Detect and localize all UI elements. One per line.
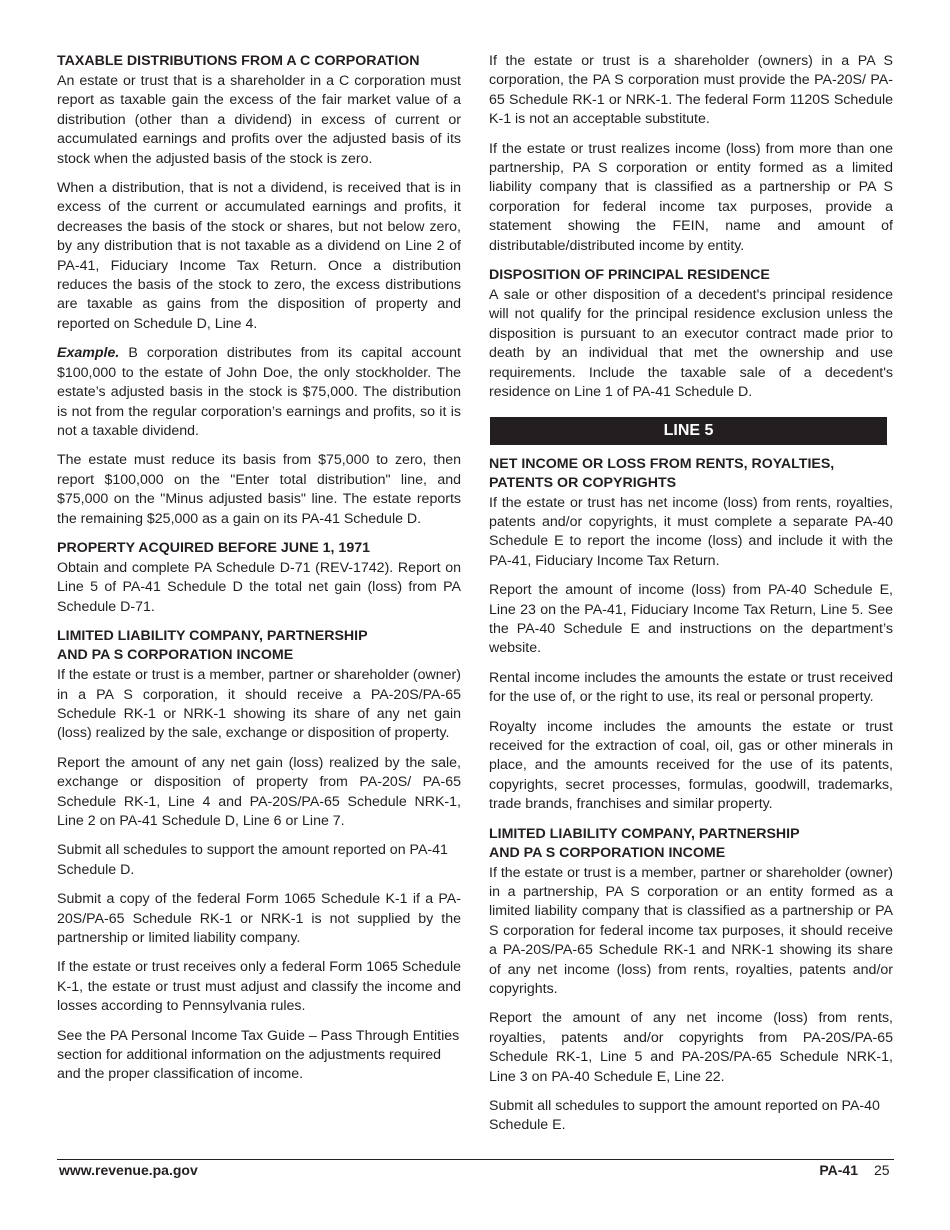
paragraph: Submit a copy of the federal Form 1065 Schedule K-1 if a PA-20S/PA-65 Schedule RK-1 or NRK-1 is not supplied by the partnership or limited liability company. [57,891,461,947]
paragraph: When a distribution, that is not a dividend, is received that is in excess of the current or accumulated earnings and profits, it decreases the basis of the stock or shares, but not below zero, by any distribution that is not taxable as a dividend on Line 2 of PA-41, Fiduciary Income Tax Return. Once a distribution reduces the basis of the stock to zero, the excess distributions are taxable as gains from the disposition of property and reported on Schedule D, Line 4. [57,180,461,332]
heading-line: LIMITED LIABILITY COMPANY, PARTNERSHIP [489,825,800,842]
section-heading: DISPOSITION OF PRINCIPAL RESIDENCE [489,267,770,284]
heading-line: AND PA S CORPORATION INCOME [489,844,726,861]
right-column [489,52,893,1136]
paragraph: Report the amount of any net gain (loss) realized by the sale, exchange or disposition of property from PA-20S/ PA-65 Schedule RK-1, Line 4 and PA-20S/PA-65 Schedule NRK-1, Line 2 on PA-41 Schedule D, Line 6 or Line 7. [57,754,461,829]
heading-line: LIMITED LIABILITY COMPANY, PARTNERSHIP [57,628,368,645]
section-heading [489,825,893,863]
paragraph: If the estate or trust receives only a federal Form 1065 Schedule K-1, the estate or trust must adjust and classify the income and losses according to Pennsylvania rules. [57,959,461,1015]
paragraph: Submit all schedules to support the amount reported on PA-41 Schedule D. [57,842,448,878]
footer-website-link[interactable]: www.revenue.pa.gov [59,1162,198,1178]
example-paragraph [57,344,461,441]
heading-line: AND PA S CORPORATION INCOME [57,647,294,664]
heading-line: NET INCOME OR LOSS FROM RENTS, ROYALTIES, [489,455,835,472]
page-number: 25 [874,1162,890,1178]
section-heading: TAXABLE DISTRIBUTIONS FROM A C CORPORATION [57,53,420,69]
line-banner: LINE 5 [490,417,887,445]
paragraph: A sale or other disposition of a decedent's principal residence will not qualify for the principal residence exclusion unless the disposition is pursuant to an executor contract made prior to death by an individual that met the ownership and use requirements. Include the taxable sale of a decedent's residence on Line 1 of PA-41 Schedule D. [489,287,893,401]
paragraph: Obtain and complete PA Schedule D-71 (REV-1742). Report on Line 5 of PA-41 Schedule D the total net gain (loss) from PA Schedule D-71. [57,559,461,615]
paragraph: If the estate or trust is a member, partner or shareholder (owner) in a partnership, PA S corporation or an entity formed as a limited liability company that is classified as a partnership or PA S corporation for federal income tax purposes, it should receive a PA-20S/PA-65 Schedule RK-1 and NRK-1 showing its share of any net income (loss) from rents, royalties, patents and/or copyrights. [489,864,893,998]
footer-form-name: PA-41 [819,1162,858,1178]
heading-line: PATENTS OR COPYRIGHTS [489,474,677,491]
paragraph: If the estate or trust is a shareholder (owners) in a PA S corporation, the PA S corporation must provide the PA-20S/ PA-65 Schedule RK-1 or NRK-1. The federal Form 1120S Schedule K-1 is not an acceptable substitute. [489,53,893,128]
example-text: B corporation distributes from its capital account $100,000 to the estate of John Doe, the only stockholder. The estate’s adjusted basis in the stock is $75,000. The distribution is not from the regular corporation’s earnings and profits, so it is not a taxable dividend. [57,345,461,439]
paragraph: Report the amount of any net income (loss) from rents, royalties, patents and/or copyrights from PA-20S/PA-65 Schedule RK-1, Line 5 and PA-20S/PA-65 Schedule NRK-1, Line 3 on PA-40 Schedule E, Line 22. [489,1010,893,1085]
paragraph: Royalty income includes the amounts the estate or trust received for the extraction of coal, oil, gas or other minerals in place, and the amounts received for the use of its patents, copyrights, secret processes, formulas, goodwill, trademarks, trade brands, franchises and similar property. [489,718,893,813]
example-lead: Example. [57,345,120,362]
paragraph: An estate or trust that is a shareholder in a C corporation must report as taxable gain the excess of the fair market value of a distribution (other than a dividend) in excess of current or accumulated earnings and profits over the adjusted basis of its stock when the adjusted basis of the stock is zero. [57,73,461,167]
paragraph: If the estate or trust realizes income (loss) from more than one partnership, PA S corporation or entity formed as a limited liability company that is classified as a partnership or PA S corporation for federal income tax purposes, provide a statement showing the FEIN, name and amount of distributable/distributed income by entity. [489,140,893,254]
paragraph: The estate must reduce its basis from $75,000 to zero, then report $100,000 on the "Enter total distribution" line, and $75,000 on the "Minus adjusted basis" line. The estate reports the remaining $25,000 as a gain on its PA-41 Schedule D. [57,452,461,527]
paragraph: See the PA Personal Income Tax Guide – Pass Through Entities section for additional information on the adjustments required and the proper classification of income. [57,1027,460,1083]
paragraph: Report the amount of income (loss) from PA-40 Schedule E, Line 23 on the PA-41, Fiduciary Income Tax Return, Line 5. See the PA-40 Schedule E and instructions on the department’s website. [489,582,893,657]
paragraph: If the estate or trust has net income (loss) from rents, royalties, patents and/or copyrights, it must complete a separate PA-40 Schedule E to report the income (loss) and include it with the PA-41, Fiduciary Income Tax Return. [489,494,893,569]
paragraph: Rental income includes the amounts the estate or trust received for the use of, or the right to use, its real or personal property. [489,669,893,706]
paragraph: If the estate or trust is a member, partner or shareholder (owner) in a PA S corporation, it should receive a PA-20S/PA-65 Schedule RK-1 or NRK-1 showing its share of any net gain (loss) realized by the sale, exchange or disposition of property. [57,667,461,742]
left-column [57,52,461,1085]
paragraph: Submit all schedules to support the amount reported on PA-40 Schedule E. [489,1098,880,1134]
section-heading [489,455,893,493]
section-heading [57,627,461,665]
section-heading: PROPERTY ACQUIRED BEFORE JUNE 1, 1971 [57,539,370,556]
